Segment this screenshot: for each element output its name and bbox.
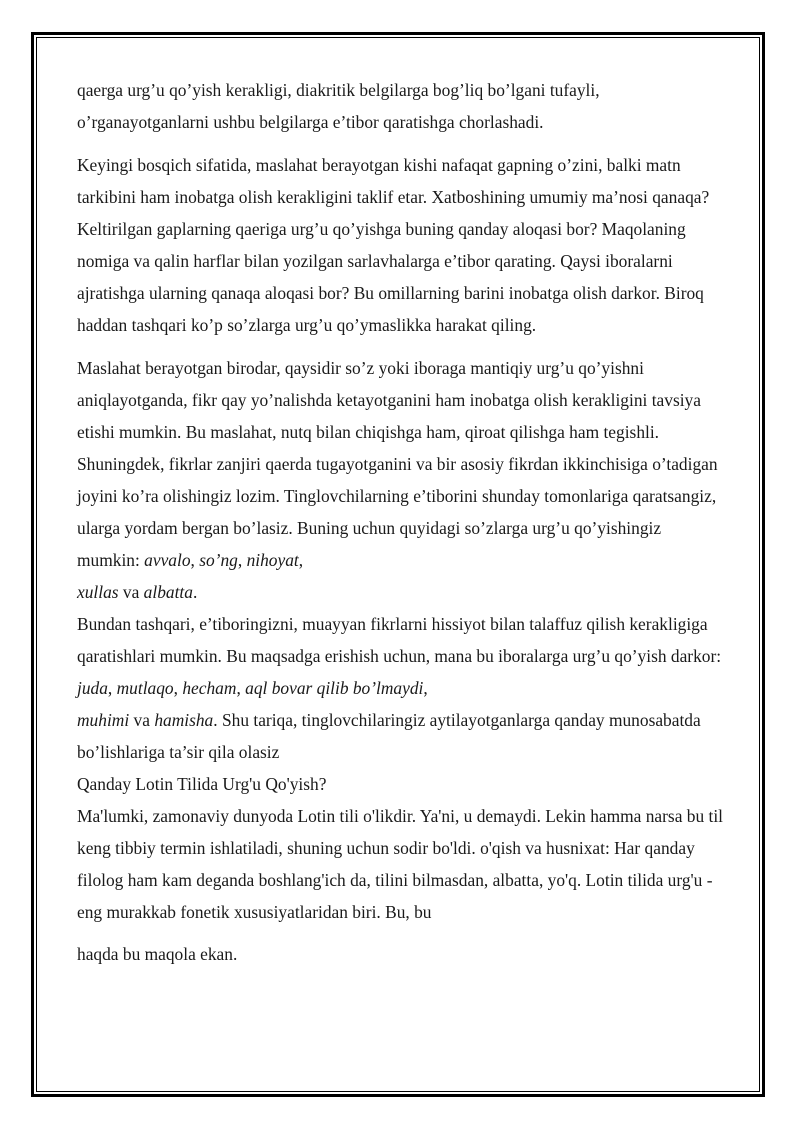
separator: va — [118, 582, 144, 602]
italic-word: hecham — [182, 678, 237, 698]
separator: , — [423, 678, 428, 698]
italic-word: albatta — [143, 582, 193, 602]
italic-word: xullas — [77, 582, 119, 602]
paragraph-3-text: Maslahat berayotgan birodar, qaysidir so’z yoki iboraga mantiqiy urg’u qo’yishni aniqlayotganda, fikr qay yo’nalishda ketayotganini ham inobatga olish kerakligini tavsiya etishi mumkin. Bu maslahat, nutq bilan chiqishga ham, qiroat qilishga ham tegishli. Shuningdek, fikrlar zanjiri qaerda tugayotganini va bir asosiy fikrdan ikkinchisiga o’tadigan joyini ko’ra olishingiz lozim. Tinglovchilarning e’tiborini shunday tomonlariga qaratsangiz, ularga yordam bergan bo’lasiz. Buning uchun quyidagi so’zlarga urg’u qo’yishingiz mumkin: — [77, 358, 718, 570]
paragraph-4-ending: . Shu tariqa, tinglovchilaringiz aytilayotganlarga qanday munosabatda bo’lishlariga ta’sir qila olasiz — [77, 710, 701, 762]
paragraph-4-text: Bundan tashqari, e’tiboringizni, muayyan fikrlarni hissiyot bilan talaffuz qilish kerakligiga qaratishlari mumkin. Bu maqsadga erishish uchun, mana bu iboralarga urg’u qo’yish darkor: — [77, 614, 722, 666]
section-heading: Qanday Lotin Tilida Urg'u Qo'yish? — [77, 774, 327, 794]
separator: , — [173, 678, 183, 698]
separator: va — [129, 710, 155, 730]
italic-word: juda — [77, 678, 108, 698]
italic-word: mutlaqo — [116, 678, 174, 698]
italic-word: nihoyat — [246, 550, 299, 570]
italic-word: so’ng — [199, 550, 238, 570]
document-body — [77, 74, 727, 970]
paragraph-4 — [77, 608, 727, 768]
italic-word: muhimi — [77, 710, 130, 730]
italic-word: avvalo — [144, 550, 191, 570]
paragraph-5: Ma'lumki, zamonaviy dunyoda Lotin tili o'likdir. Ya'ni, u demaydi. Lekin hamma narsa bu til keng tibbiy termin ishlatiladi, shuning uchun sodir bo'ldi. o'qish va husnixat: Har qanday filolog ham kam deganda boshlang'ich da, tilini bilmasdan, albatta, yo'q. Lotin tilida urg'u - eng murakkab fonetik xususiyatlaridan biri. Bu, bu — [77, 806, 723, 922]
paragraph-1: qaerga urg’u qo’yish kerakligi, diakritik belgilarga bog’liq bo’lgani tufayli, o’rganayotganlarni ushbu belgilarga e’tibor qaratishga chorlashadi. — [77, 80, 600, 132]
paragraph-2: Keyingi bosqich sifatida, maslahat berayotgan kishi nafaqat gapning o’zini, balki matn tarkibini ham inobatga olish kerakligini taklif etar. Xatboshining umumiy ma’nosi qanaqa? Keltirilgan gaplarning qaeriga urg’u qo’yishga buning qanday aloqasi bor? Maqolaning nomiga va qalin harflar bilan yozilgan sarlavhalarga e’tibor qarating. Qaysi iboralarni ajratishga ularning qanaqa aloqasi bor? Bu omillarning barini inobatga olish darkor. Biroq haddan tashqari ko’p so’zlarga urg’u qo’ymaslikka harakat qiling. — [77, 155, 710, 335]
separator: . — [192, 582, 198, 602]
paragraph-6: haqda bu maqola ekan. — [77, 944, 238, 964]
separator: , — [190, 550, 200, 570]
separator: , — [298, 550, 304, 570]
separator: , — [236, 678, 246, 698]
paragraph-3 — [77, 352, 727, 608]
italic-word: aql bovar qilib bo’lmaydi — [245, 678, 424, 698]
italic-word: hamisha — [154, 710, 214, 730]
separator: , — [107, 678, 117, 698]
separator: , — [237, 550, 247, 570]
